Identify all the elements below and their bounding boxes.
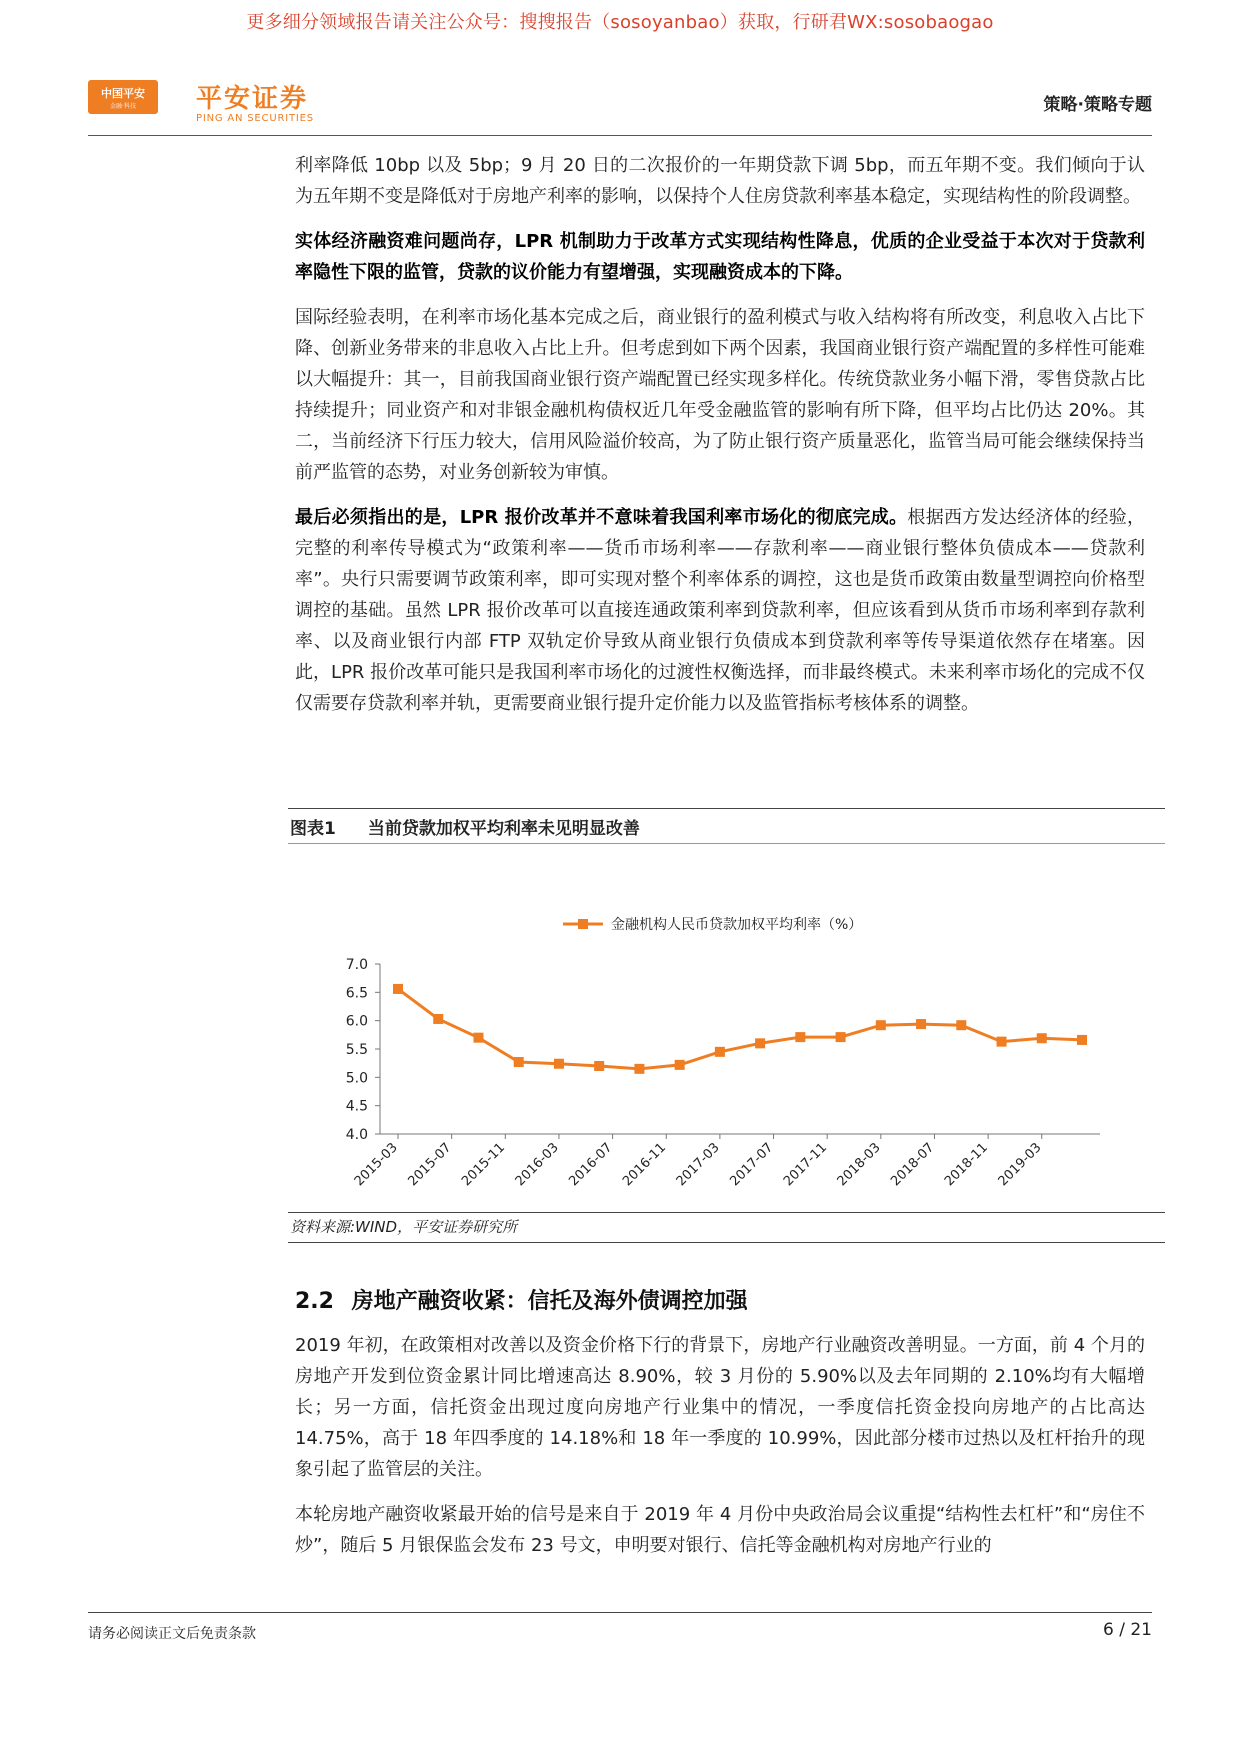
x-tick-label: 2015-11	[459, 1140, 509, 1190]
x-tick-label: 2019-03	[995, 1140, 1045, 1190]
brand-name-cn: 平安证券	[196, 84, 309, 114]
x-tick-label: 2017-03	[673, 1140, 723, 1190]
paragraph: 本轮房地产融资收紧最开始的信号是来自于 2019 年 4 月份中央政治局会议重提“结构性去杠杆”和“房住不炒”，随后 5 月银保监会发布 23 号文，申明要对银行、信托等金融机构对房地产行业的	[295, 1504, 1145, 1556]
paragraph: 国际经验表明，在利率市场化基本完成之后，商业银行的盈利模式与收入结构将有所改变，利息收入占比下降、创新业务带来的非息收入占比上升。但考虑到如下两个因素，我国商业银行资产端配置的多样性可能难以大幅提升：其一，目前我国商业银行资产端配置已经实现多样化。传统贷款业务小幅下滑，零售贷款占比持续提升；同业资产和对非银金融机构债权近几年受金融监管的影响有所下降，但平均占比仍达 20%。其二，当前经济下行压力较大，信用风险溢价较高，为了防止银行资产质量恶化，监管当局可能会继续保持当前严监管的态势，对业务创新较为审慎。	[295, 307, 1145, 483]
body-text-top	[295, 150, 1145, 733]
top-banner: 更多细分领域报告请关注公众号：搜搜报告（sosoyanbao）获取，行研君WX:sosobaogao	[246, 12, 994, 33]
data-point	[433, 1014, 443, 1024]
data-point	[675, 1060, 685, 1070]
y-tick-label: 5.5	[345, 1042, 368, 1058]
y-tick-label: 4.5	[345, 1098, 368, 1115]
data-point	[956, 1020, 966, 1030]
data-point	[916, 1019, 926, 1029]
figure-title: 当前贷款加权平均利率未见明显改善	[367, 818, 640, 839]
paragraph	[295, 502, 1145, 719]
paragraph: 2019 年初，在政策相对改善以及资金价格下行的背景下，房地产行业融资改善明显。一方面，前 4 个月的房地产开发到位资金累计同比增速高达 8.90%，较 3 月份的 5.90%以及去年同期的 2.10%均有大幅增长；另一方面，信托资金出现过度向房地产行业集中的情况，一季度信托资金投向房地产的占比高达 14.75%，高于 18 年四季度的 14.18%和 18 年一季度的 10.99%，因此部分楼市过热以及杠杆抬升的现象引起了监管层的关注。	[295, 1335, 1145, 1480]
data-point	[634, 1064, 644, 1074]
y-tick-label: 4.0	[345, 1127, 368, 1143]
brand-name-en: PING AN SECURITIES	[196, 113, 314, 124]
bold-lead: 最后必须指出的是，LPR 报价改革并不意味着我国利率市场化的彻底完成。	[295, 507, 908, 528]
data-point	[997, 1037, 1007, 1047]
report-category: 策略·策略专题	[1043, 95, 1152, 115]
x-tick-label: 2016-07	[566, 1140, 616, 1190]
y-tick-label: 5.0	[345, 1070, 368, 1087]
x-tick-label: 2015-07	[405, 1140, 455, 1190]
header-divider	[88, 135, 1152, 136]
data-point	[836, 1032, 846, 1042]
footer-divider	[88, 1612, 1152, 1613]
x-tick-label: 2015-03	[351, 1140, 401, 1190]
paragraph: 利率降低 10bp 以及 5bp；9 月 20 日的二次报价的一年期贷款下调 5bp，而五年期不变。我们倾向于认为五年期不变是降低对于房地产利率的影响，以保持个人住房贷款利率基本稳定，实现结构性的阶段调整。	[295, 155, 1145, 207]
x-tick-label: 2018-11	[941, 1140, 991, 1190]
logo-box-subtext: 金融·科技	[110, 102, 136, 110]
data-point	[393, 984, 403, 994]
paragraph-rest: 根据西方发达经济体的经验，完整的利率传导模式为“政策利率——货币市场利率——存款利率——商业银行整体负债成本——贷款利率”。央行只需要调节政策利率，即可实现对整个利率体系的调控，这也是货币政策由数量型调控向价格型调控的基础。虽然 LPR 报价改革可以直接连通政策利率到贷款利率，但应该看到从货币市场利率到存款利率、以及商业银行内部 FTP 双轨定价导致从商业银行负债成本到贷款利率等传导渠道依然存在堵塞。因此，LPR 报价改革可能只是我国利率市场化的过渡性权衡选择，而非最终模式。未来利率市场化的完成不仅仅需要存贷款利率并轨，更需要商业银行提升定价能力以及监管指标考核体系的调整。	[295, 507, 1145, 714]
line-chart	[288, 844, 1165, 1212]
brand-logo	[196, 78, 314, 124]
bold-text: 实体经济融资难问题尚存，LPR 机制助力于改革方式实现结构性降息，优质的企业受益于本次对于贷款利率隐性下限的监管，贷款的议价能力有望增强，实现融资成本的下降。	[295, 231, 1145, 283]
x-tick-label: 2018-03	[834, 1140, 884, 1190]
x-tick-label: 2018-07	[888, 1140, 938, 1190]
data-point	[514, 1057, 524, 1067]
figure-label: 图表1	[290, 818, 336, 839]
data-point	[795, 1032, 805, 1042]
body-text-bottom	[295, 1330, 1145, 1575]
data-point	[715, 1047, 725, 1057]
x-tick-label: 2017-11	[780, 1140, 831, 1190]
legend-label: 金融机构人民币贷款加权平均利率（%）	[611, 917, 863, 933]
y-tick-label: 7.0	[345, 957, 368, 973]
data-point	[554, 1059, 564, 1069]
y-tick-label: 6.0	[345, 1013, 368, 1030]
page-number: 6 / 21	[1103, 1620, 1152, 1640]
data-point	[1077, 1035, 1087, 1045]
legend-marker	[578, 919, 588, 929]
section-heading	[295, 1284, 748, 1315]
series-line	[398, 989, 1082, 1069]
data-point	[876, 1020, 886, 1030]
x-tick-label: 2017-07	[727, 1140, 777, 1190]
x-tick-label: 2016-11	[620, 1140, 670, 1190]
y-tick-label: 6.5	[345, 985, 368, 1002]
x-tick-label: 2016-03	[512, 1140, 562, 1190]
section-title: 房地产融资收紧：信托及海外债调控加强	[351, 1289, 748, 1314]
logo-box-text: 中国平安	[101, 86, 145, 100]
figure	[288, 808, 1165, 1243]
ping-an-logo-icon	[88, 80, 158, 114]
data-point	[473, 1033, 483, 1043]
data-point	[755, 1038, 765, 1048]
data-point	[1037, 1033, 1047, 1043]
figure-source: 资料来源:WIND，平安证券研究所	[288, 1212, 1165, 1243]
data-point	[594, 1061, 604, 1071]
section-number: 2.2	[295, 1289, 334, 1314]
footer-disclaimer: 请务必阅读正文后免责条款	[88, 1626, 256, 1642]
figure-title-bar	[288, 808, 1165, 844]
paragraph-bold	[295, 226, 1145, 288]
